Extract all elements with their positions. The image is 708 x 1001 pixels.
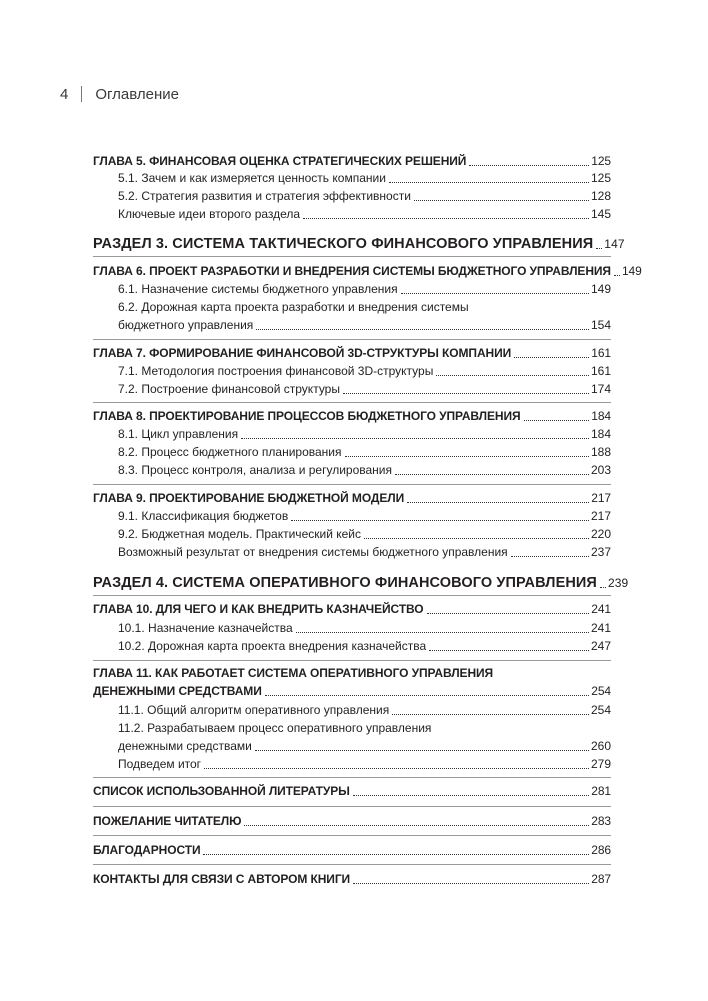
toc-section[interactable]: 11.2. Разрабатываем процесс оперативного управления bbox=[118, 721, 432, 735]
toc-section[interactable]: 10.2. Дорожная карта проекта внедрения казначейства 247 bbox=[118, 639, 611, 653]
running-header bbox=[60, 86, 179, 103]
toc-section[interactable]: 9.2. Бюджетная модель. Практический кейс 220 bbox=[118, 527, 611, 541]
divider-line bbox=[93, 595, 611, 596]
toc-chapter[interactable]: ГЛАВА 11. КАК РАБОТАЕТ СИСТЕМА ОПЕРАТИВНОГО УПРАВЛЕНИЯ bbox=[93, 666, 494, 680]
toc-section[interactable]: 9.1. Классификация бюджетов 217 bbox=[118, 509, 611, 523]
divider-line bbox=[93, 660, 611, 661]
divider-line bbox=[93, 402, 611, 403]
toc-section[interactable]: 5.2. Стратегия развития и стратегия эффективности 128 bbox=[118, 189, 611, 203]
toc-section[interactable]: 7.2. Построение финансовой структуры 174 bbox=[118, 382, 611, 396]
divider-line bbox=[93, 484, 611, 485]
toc-section[interactable]: 5.1. Зачем и как измеряется ценность компании 125 bbox=[118, 171, 611, 185]
header-divider bbox=[81, 86, 82, 102]
toc-chapter[interactable]: ГЛАВА 10. ДЛЯ ЧЕГО И КАК ВНЕДРИТЬ КАЗНАЧЕЙСТВО 241 bbox=[93, 602, 611, 616]
toc-part[interactable]: РАЗДЕЛ 4. СИСТЕМА ОПЕРАТИВНОГО ФИНАНСОВОГО УПРАВЛЕНИЯ 239 bbox=[93, 575, 629, 591]
toc-backmatter[interactable]: ПОЖЕЛАНИЕ ЧИТАТЕЛЮ 283 bbox=[93, 814, 611, 828]
toc-section[interactable]: денежными средствами 260 bbox=[118, 739, 611, 753]
toc-backmatter[interactable]: БЛАГОДАРНОСТИ 286 bbox=[93, 843, 611, 857]
toc-chapter[interactable]: ГЛАВА 9. ПРОЕКТИРОВАНИЕ БЮДЖЕТНОЙ МОДЕЛИ 217 bbox=[93, 491, 611, 505]
toc-section[interactable]: 10.1. Назначение казначейства 241 bbox=[118, 621, 611, 635]
toc-section[interactable]: бюджетного управления 154 bbox=[118, 318, 611, 332]
toc-chapter[interactable]: ГЛАВА 6. ПРОЕКТ РАЗРАБОТКИ И ВНЕДРЕНИЯ СИСТЕМЫ БЮДЖЕТНОГО УПРАВЛЕНИЯ 149 bbox=[93, 264, 642, 278]
toc-section[interactable]: 11.1. Общий алгоритм оперативного управления 254 bbox=[118, 703, 611, 717]
toc-chapter[interactable]: ГЛАВА 5. ФИНАНСОВАЯ ОЦЕНКА СТРАТЕГИЧЕСКИХ РЕШЕНИЙ 125 bbox=[93, 154, 611, 168]
header-title: Оглавление bbox=[95, 86, 179, 103]
toc-section[interactable]: 6.2. Дорожная карта проекта разработки и внедрения системы bbox=[118, 300, 469, 314]
toc-backmatter[interactable]: КОНТАКТЫ ДЛЯ СВЯЗИ С АВТОРОМ КНИГИ 287 bbox=[93, 872, 611, 886]
divider-line bbox=[93, 256, 611, 257]
toc-chapter[interactable]: ДЕНЕЖНЫМИ СРЕДСТВАМИ 254 bbox=[93, 684, 611, 698]
toc-part[interactable]: РАЗДЕЛ 3. СИСТЕМА ТАКТИЧЕСКОГО ФИНАНСОВОГО УПРАВЛЕНИЯ 147 bbox=[93, 236, 625, 252]
toc-section[interactable]: 7.1. Методология построения финансовой 3D-структуры 161 bbox=[118, 364, 611, 378]
divider-line bbox=[93, 806, 611, 807]
toc-section[interactable]: 6.1. Назначение системы бюджетного управления 149 bbox=[118, 282, 611, 296]
toc-section[interactable]: 8.2. Процесс бюджетного планирования 188 bbox=[118, 445, 611, 459]
divider-line bbox=[93, 339, 611, 340]
divider-line bbox=[93, 835, 611, 836]
divider-line bbox=[93, 864, 611, 865]
page-number: 4 bbox=[60, 86, 69, 103]
toc-backmatter[interactable]: СПИСОК ИСПОЛЬЗОВАННОЙ ЛИТЕРАТУРЫ 281 bbox=[93, 784, 611, 798]
toc-section[interactable]: Возможный результат от внедрения системы бюджетного управления 237 bbox=[118, 545, 611, 559]
toc-chapter[interactable]: ГЛАВА 8. ПРОЕКТИРОВАНИЕ ПРОЦЕССОВ БЮДЖЕТНОГО УПРАВЛЕНИЯ 184 bbox=[93, 409, 611, 423]
toc-section[interactable]: Ключевые идеи второго раздела 145 bbox=[118, 207, 611, 221]
toc-section[interactable]: Подведем итог 279 bbox=[118, 757, 611, 771]
toc-section[interactable]: 8.1. Цикл управления 184 bbox=[118, 427, 611, 441]
toc-chapter[interactable]: ГЛАВА 7. ФОРМИРОВАНИЕ ФИНАНСОВОЙ 3D-СТРУКТУРЫ КОМПАНИИ 161 bbox=[93, 346, 611, 360]
divider-line bbox=[93, 777, 611, 778]
toc-section[interactable]: 8.3. Процесс контроля, анализа и регулирования 203 bbox=[118, 463, 611, 477]
